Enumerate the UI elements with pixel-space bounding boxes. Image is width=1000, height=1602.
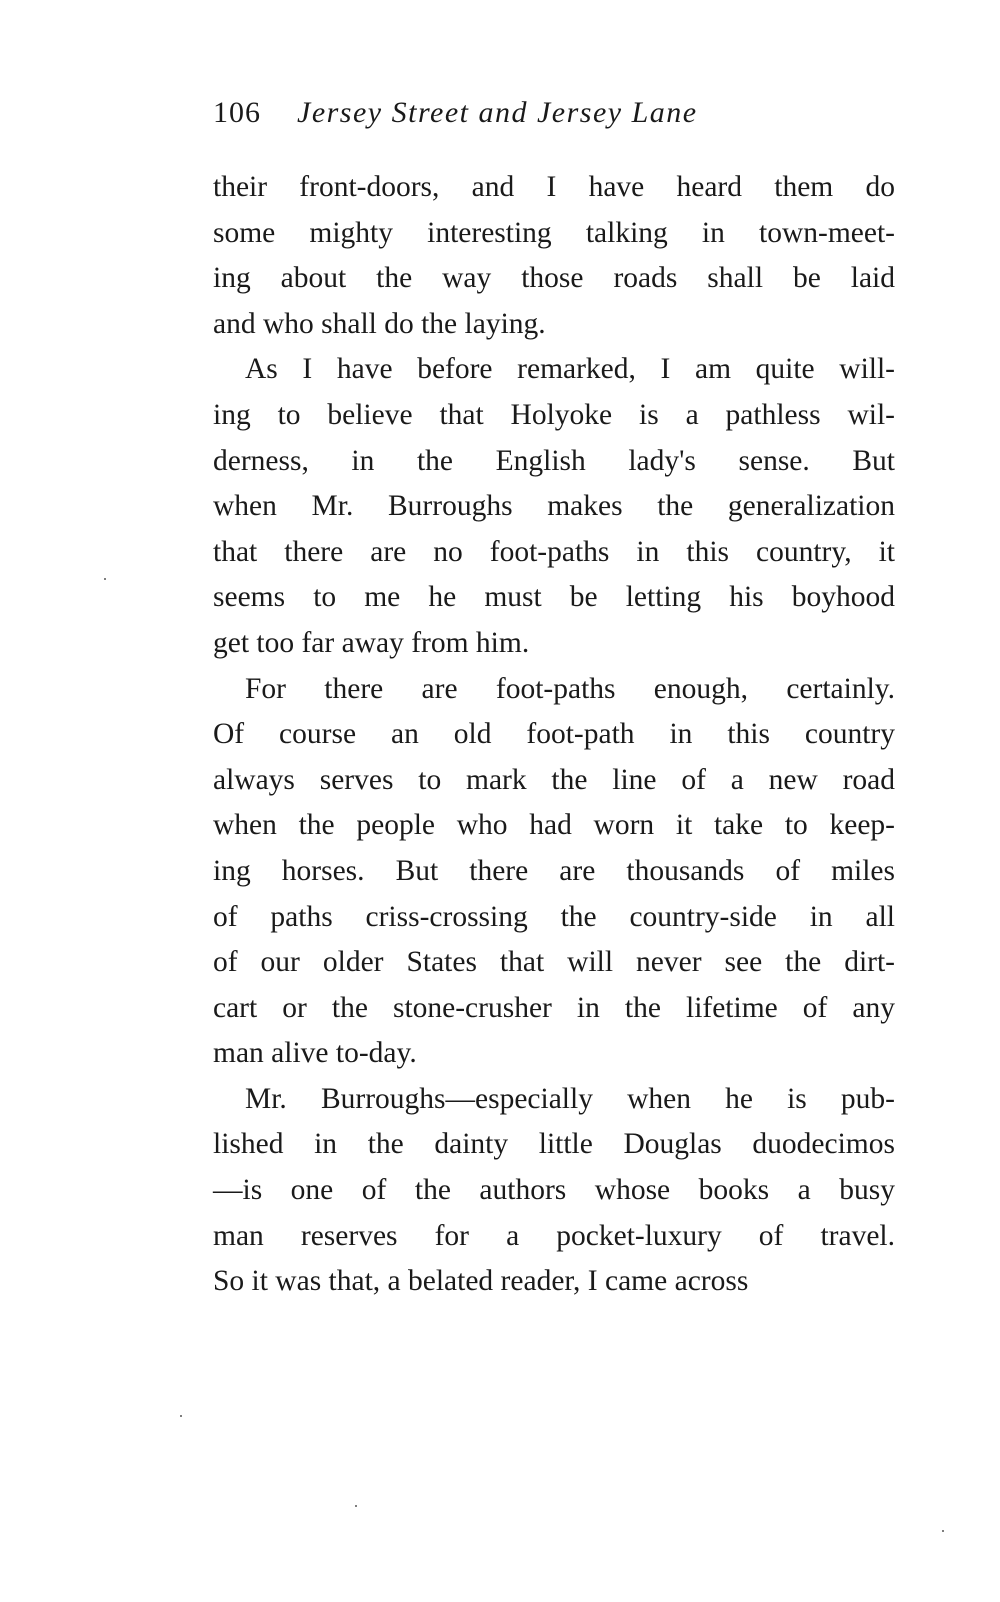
text-line: that there are no foot-paths in this country, it [213,535,895,568]
page-body-text [213,165,895,1305]
text-line: and who shall do the laying. [213,307,546,340]
scan-speck [942,1530,944,1532]
scan-speck [355,1505,357,1507]
paragraph-first-line: As I have before remarked, I am quite will- [245,353,895,386]
text-line: man reserves for a pocket-luxury of travel. [213,1219,895,1252]
text-line: always serves to mark the line of a new road [213,763,895,796]
text-line: cart or the stone-crusher in the lifetime of any [213,991,895,1024]
text-line: derness, in the English lady's sense. But [213,444,895,477]
scan-speck [180,1415,182,1417]
text-line: seems to me he must be letting his boyhood [213,581,895,614]
running-title: Jersey Street and Jersey Lane [297,96,698,129]
text-line: So it was that, a belated reader, I came across [213,1265,749,1298]
text-line: when Mr. Burroughs makes the generalization [213,490,895,523]
text-line: ing to believe that Holyoke is a pathless wil- [213,398,895,431]
text-line: lished in the dainty little Douglas duodecimos [213,1128,895,1161]
text-line: of paths criss-crossing the country-side in all [213,900,895,933]
text-line: ing horses. But there are thousands of miles [213,854,895,887]
scan-speck [104,578,106,580]
text-line: when the people who had worn it take to keep- [213,809,895,842]
paragraph-first-line: Mr. Burroughs—especially when he is pub- [245,1082,895,1115]
running-header [213,96,698,130]
paragraph-first-line: their front-doors, and I have heard them do [213,171,895,203]
text-line: some mighty interesting talking in town-meet- [213,216,895,249]
page-number: 106 [213,96,261,129]
text-line: of our older States that will never see the dirt- [213,946,895,979]
text-line: man alive to-day. [213,1037,417,1070]
text-line: —is one of the authors whose books a busy [213,1174,895,1207]
paragraph-first-line: For there are foot-paths enough, certainly. [245,672,895,705]
text-line: get too far away from him. [213,626,530,659]
text-line: ing about the way those roads shall be laid [213,262,895,295]
text-line: Of course an old foot-path in this country [213,718,895,751]
